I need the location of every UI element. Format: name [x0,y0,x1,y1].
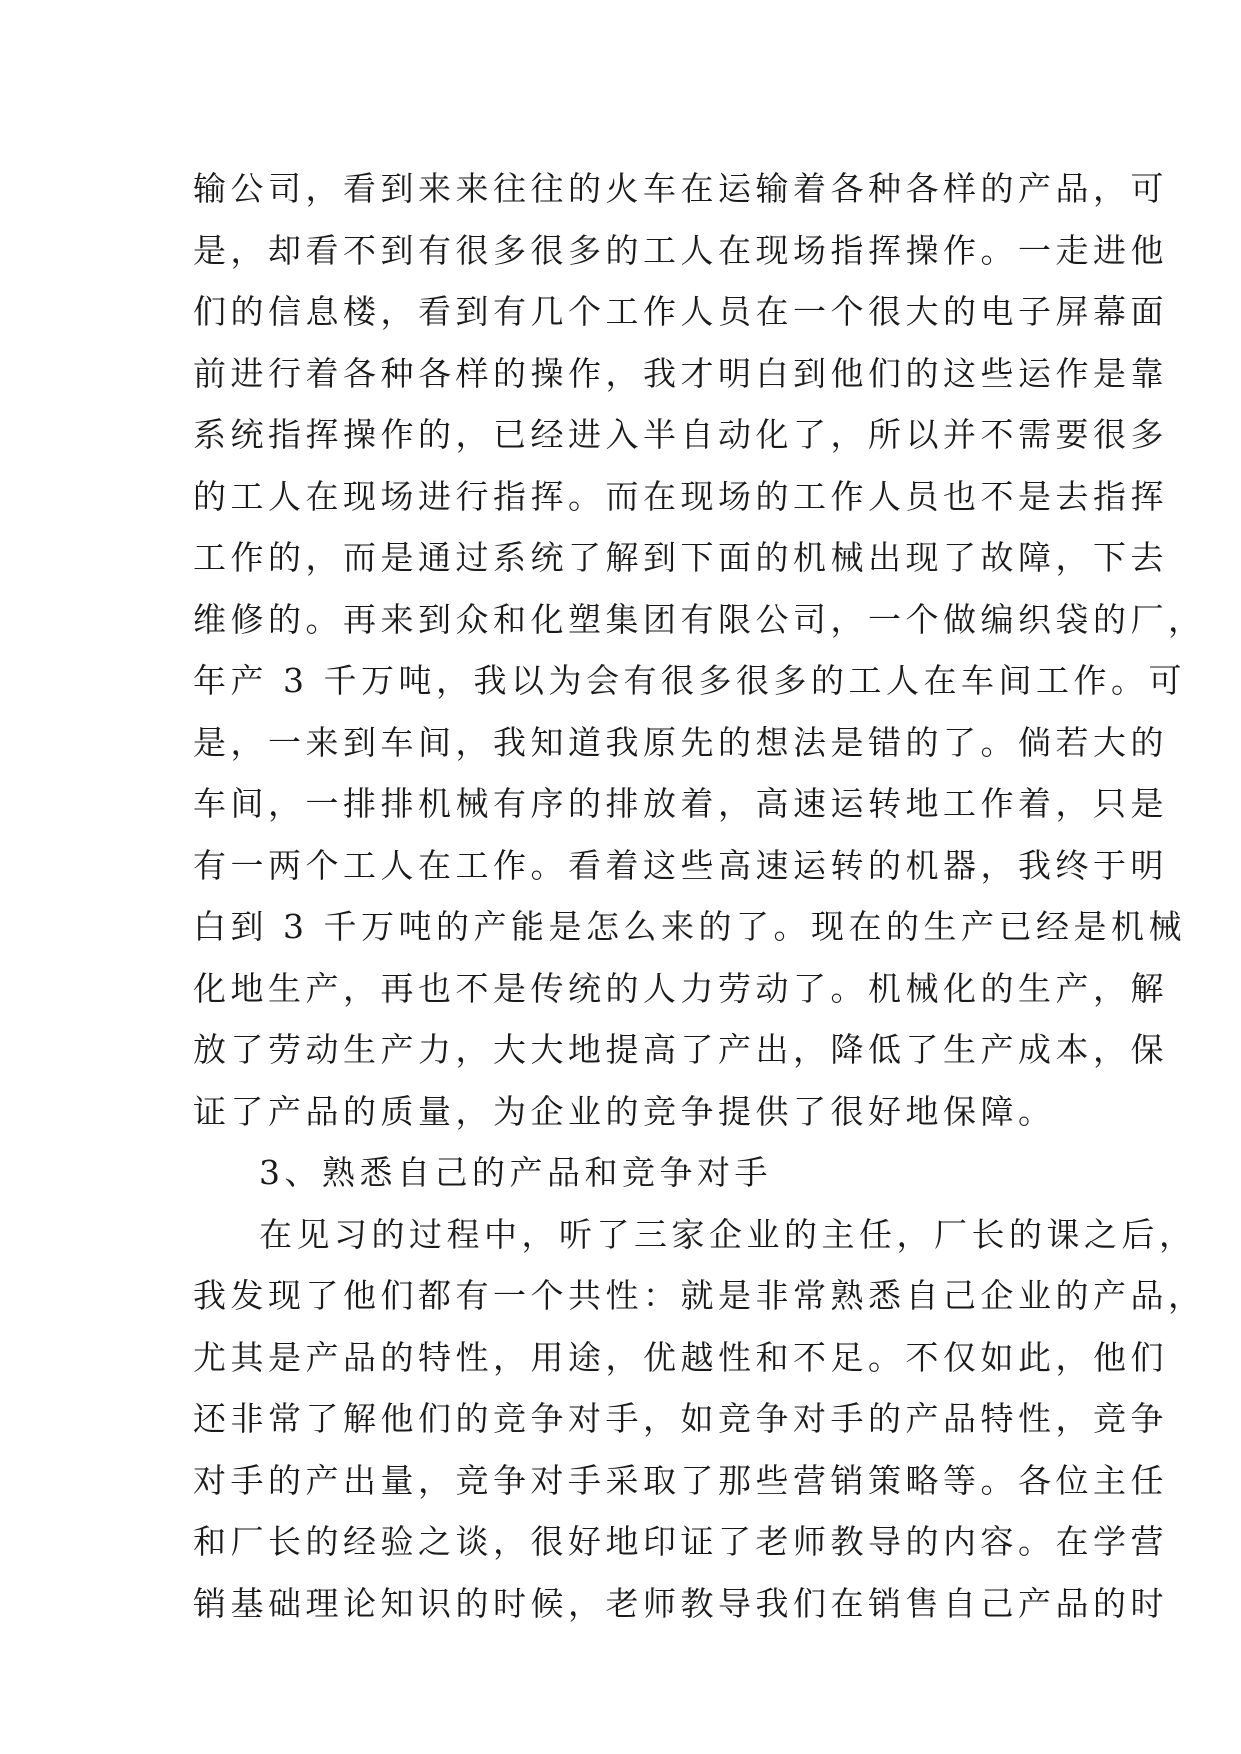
body-text [193,158,1206,1634]
text-line: 年产 3 千万吨，我以为会有很多很多的工人在车间工作。可 [193,661,1186,700]
text-line: 工作的，而是通过系统了解到下面的机械出现了故障，下去 [193,538,1168,577]
section-heading: 3、熟悉自己的产品和竞争对手 [259,1153,772,1192]
paragraph-1 [193,158,1206,1142]
text-line: 是，一来到车间，我知道我原先的想法是错的了。倘若大的 [193,722,1168,762]
text-line: 前进行着各种各样的操作，我才明白到他们的这些运作是靠 [193,353,1168,393]
text-line: 证了产品的质量，为企业的竞争提供了很好地保障。 [193,1091,1056,1131]
text-line: 在见习的过程中，听了三家企业的主任，厂长的课之后， [259,1214,1197,1254]
text-line: 放了劳动生产力，大大地提高了产出，降低了生产成本，保 [193,1030,1168,1069]
text-line: 输公司，看到来来往往的火车在运输着各种各样的产品，可 [193,169,1168,208]
text-line: 我发现了他们都有一个共性：就是非常熟悉自己企业的产品， [193,1276,1206,1315]
text-line: 对手的产出量，竞争对手采取了那些营销策略等。各位主任 [193,1460,1168,1500]
text-line: 车间，一排排机械有序的排放着，高速运转地工作着，只是 [193,784,1168,823]
text-line: 尤其是产品的特性，用途，优越性和不足。不仅如此，他们 [193,1337,1168,1377]
text-line: 和厂长的经验之谈，很好地印证了老师教导的内容。在学营 [193,1522,1168,1561]
text-line: 有一两个工人在工作。看着这些高速运转的机器，我终于明 [193,845,1168,885]
text-line: 系统指挥操作的，已经进入半自动化了，所以并不需要很多 [193,415,1168,454]
text-line: 化地生产，再也不是传统的人力劳动了。机械化的生产，解 [193,968,1168,1008]
text-line: 们的信息楼，看到有几个工作人员在一个很大的电子屏幕面 [193,292,1168,331]
text-line: 还非常了解他们的竞争对手，如竞争对手的产品特性，竞争 [193,1399,1168,1438]
text-line: 的工人在现场进行指挥。而在现场的工作人员也不是去指挥 [193,476,1168,516]
text-line: 销基础理论知识的时候，老师教导我们在销售自己产品的时 [193,1583,1168,1623]
text-line: 维修的。再来到众和化塑集团有限公司，一个做编织袋的厂， [193,599,1206,639]
text-line: 白到 3 千万吨的产能是怎么来的了。现在的生产已经是机械 [193,907,1186,946]
text-line: 是，却看不到有很多很多的工人在现场指挥操作。一走进他 [193,230,1168,270]
paragraph-2 [193,1204,1206,1635]
